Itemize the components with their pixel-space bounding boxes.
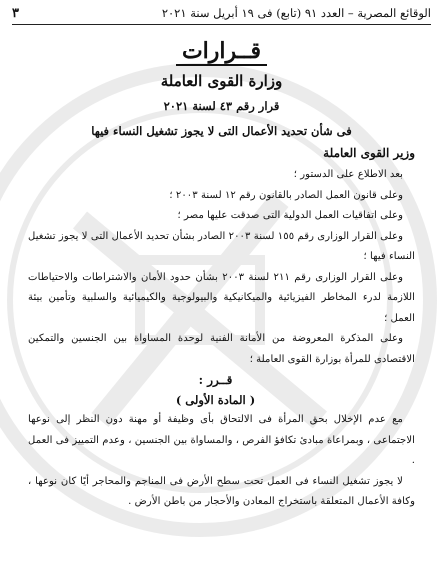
- article-paragraph: مع عدم الإخلال بحق المرأة فى الالتحاق بأى وظيفة أو مهنة دون النظر إلى نوعها الاجتماعى ، وبمراعاة مبادئ تكافؤ الفرص ، والمساواة بين الجنسين ، وعدم التمييز فى العمل .: [28, 414, 415, 466]
- preamble-line: وعلى المذكرة المعروضة من الأمانة الفنية لوحدة المساواة بين الجنسين والتمكين الاقتصادى للمرأة بوزارة القوى العاملة ؛: [28, 333, 415, 365]
- issuer-title: وزير القوى العاملة: [323, 146, 415, 160]
- article-paragraph: لا يجوز تشغيل النساء فى العمل تحت سطح الأرض فى المناجم والمحاجر أيًا كان نوعها ، وكافة الأعمال المتعلقة باستخراج المعادن والأحجار من باطن الأرض .: [28, 475, 415, 507]
- preamble-line: وعلى القرار الوزارى رقم ٢١١ لسنة ٢٠٠٣ بشأن حدود الأمان والاشتراطات والاحتياطات اللازمة لدرء المخاطر الفيزيائية والميكانيكية والبيولوجية والكيميائية والسلبية وتأمين بيئة العمل ؛: [28, 271, 415, 324]
- decree-number: قرار رقم ٤٣ لسنة ٢٠٢١: [163, 99, 280, 113]
- running-title: الوقائع المصرية – العدد ٩١ (تابع) فى ١٩ أبريل سنة ٢٠٢١: [161, 6, 431, 20]
- article-title: ( المادة الأولى ): [175, 393, 256, 407]
- decided-label: قــرر :: [198, 373, 233, 387]
- preamble-line: وعلى اتفاقيات العمل الدولية التى صدقت عليها مصر ؛: [177, 210, 403, 221]
- section-title: [0, 38, 443, 64]
- decree-body: [28, 165, 415, 513]
- ministry-name: وزارة القوى العاملة: [160, 72, 283, 90]
- running-header: [12, 4, 431, 25]
- preamble-line: بعد الاطلاع على الدستور ؛: [293, 169, 403, 180]
- preamble-line: وعلى قانون العمل الصادر بالقانون رقم ١٢ لسنة ٢٠٠٣ ؛: [169, 189, 403, 201]
- section-title-text: قــرارات: [176, 38, 267, 66]
- decree-subject: فى شأن تحديد الأعمال التى لا يجوز تشغيل النساء فيها: [91, 124, 352, 138]
- preamble-line: وعلى القرار الوزارى رقم ١٥٥ لسنة ٢٠٠٣ الصادر بشأن تحديد الأعمال التى لا يجوز تشغيل النساء فيها ؛: [28, 230, 415, 262]
- page-number: ٣: [12, 5, 19, 21]
